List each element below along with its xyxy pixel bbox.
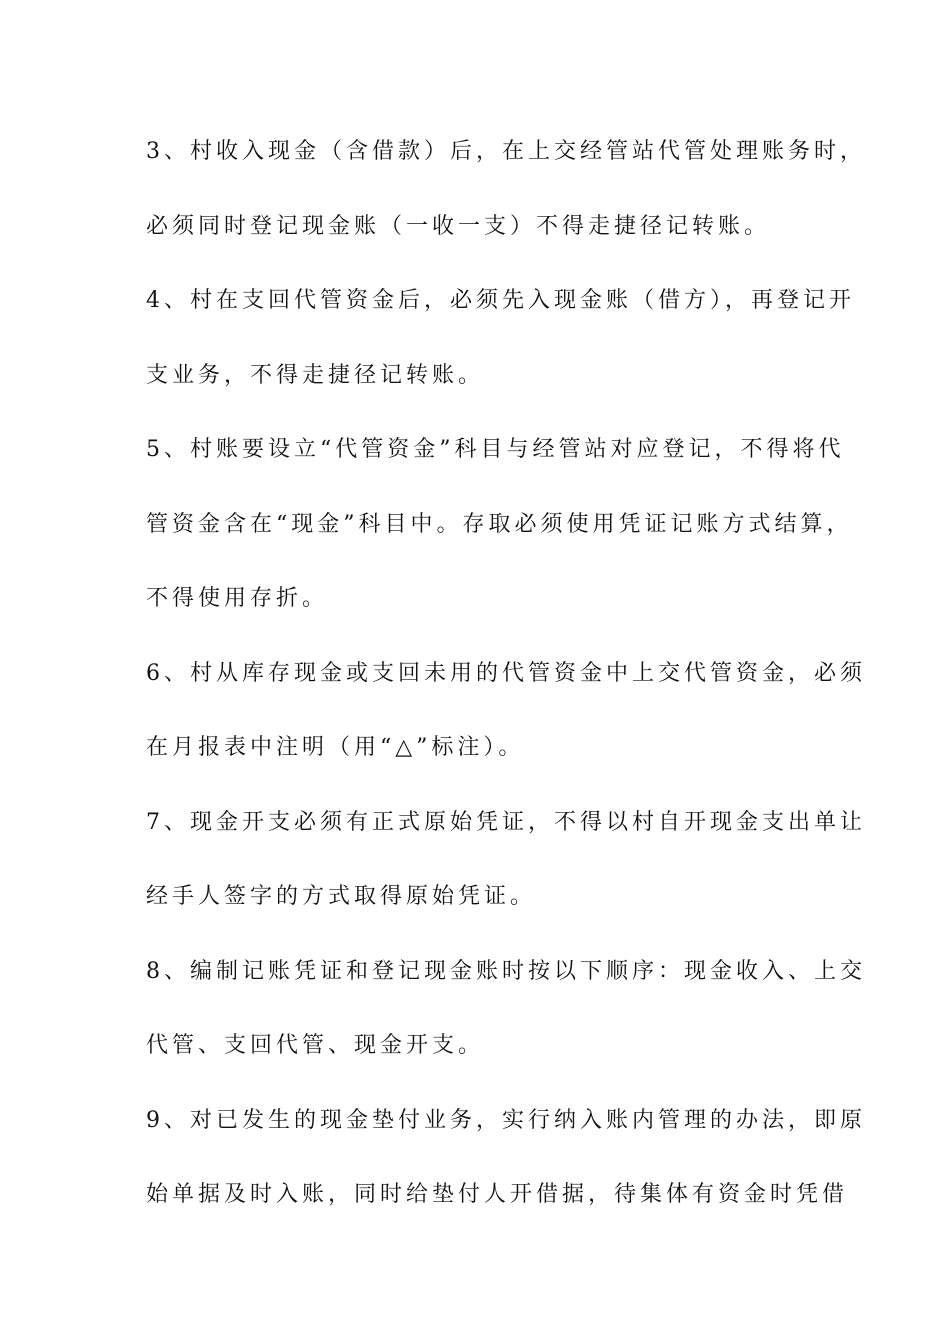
- text-line: 始单据及时入账，同时给垫付人开借据，待集体有资金时凭借: [146, 1182, 849, 1207]
- text-line: 必须同时登记现金账（一收一支）不得走捷径记转账。: [146, 213, 771, 239]
- text-line: 6、村从库存现金或支回未用的代管资金中上交代管资金，必须: [146, 660, 866, 686]
- text-line: 管资金含在“现金”科目中。存取必须使用凭证记账方式结算，: [146, 511, 853, 537]
- text-line: 8、编制记账凭证和登记现金账时按以下顺序：现金收入、上交: [146, 958, 866, 984]
- text-line: 9、对已发生的现金垫付业务，实行纳入账内管理的办法，即原: [146, 1107, 866, 1133]
- text-line: 代管、支回代管、现金开支。: [146, 1033, 485, 1058]
- text-line: 经手人签字的方式取得原始凭证。: [146, 884, 537, 909]
- text-line: 支业务，不得走捷径记转账。: [146, 362, 485, 388]
- text-line: 4、村在支回代管资金后，必须先入现金账（借方），再登记开: [146, 288, 855, 313]
- document-body: [146, 130, 866, 1248]
- text-line: 5、村账要设立“代管资金”科目与经管站对应登记，不得将代: [146, 437, 845, 462]
- text-line: 3、村收入现金（含借款）后，在上交经管站代管处理账务时，: [146, 139, 866, 164]
- text-line: 7、现金开支必须有正式原始凭证，不得以村自开现金支出单让: [146, 809, 866, 835]
- text-line: 不得使用存折。: [146, 586, 329, 611]
- text-line: 在月报表中注明（用“△”标注）。: [146, 735, 525, 760]
